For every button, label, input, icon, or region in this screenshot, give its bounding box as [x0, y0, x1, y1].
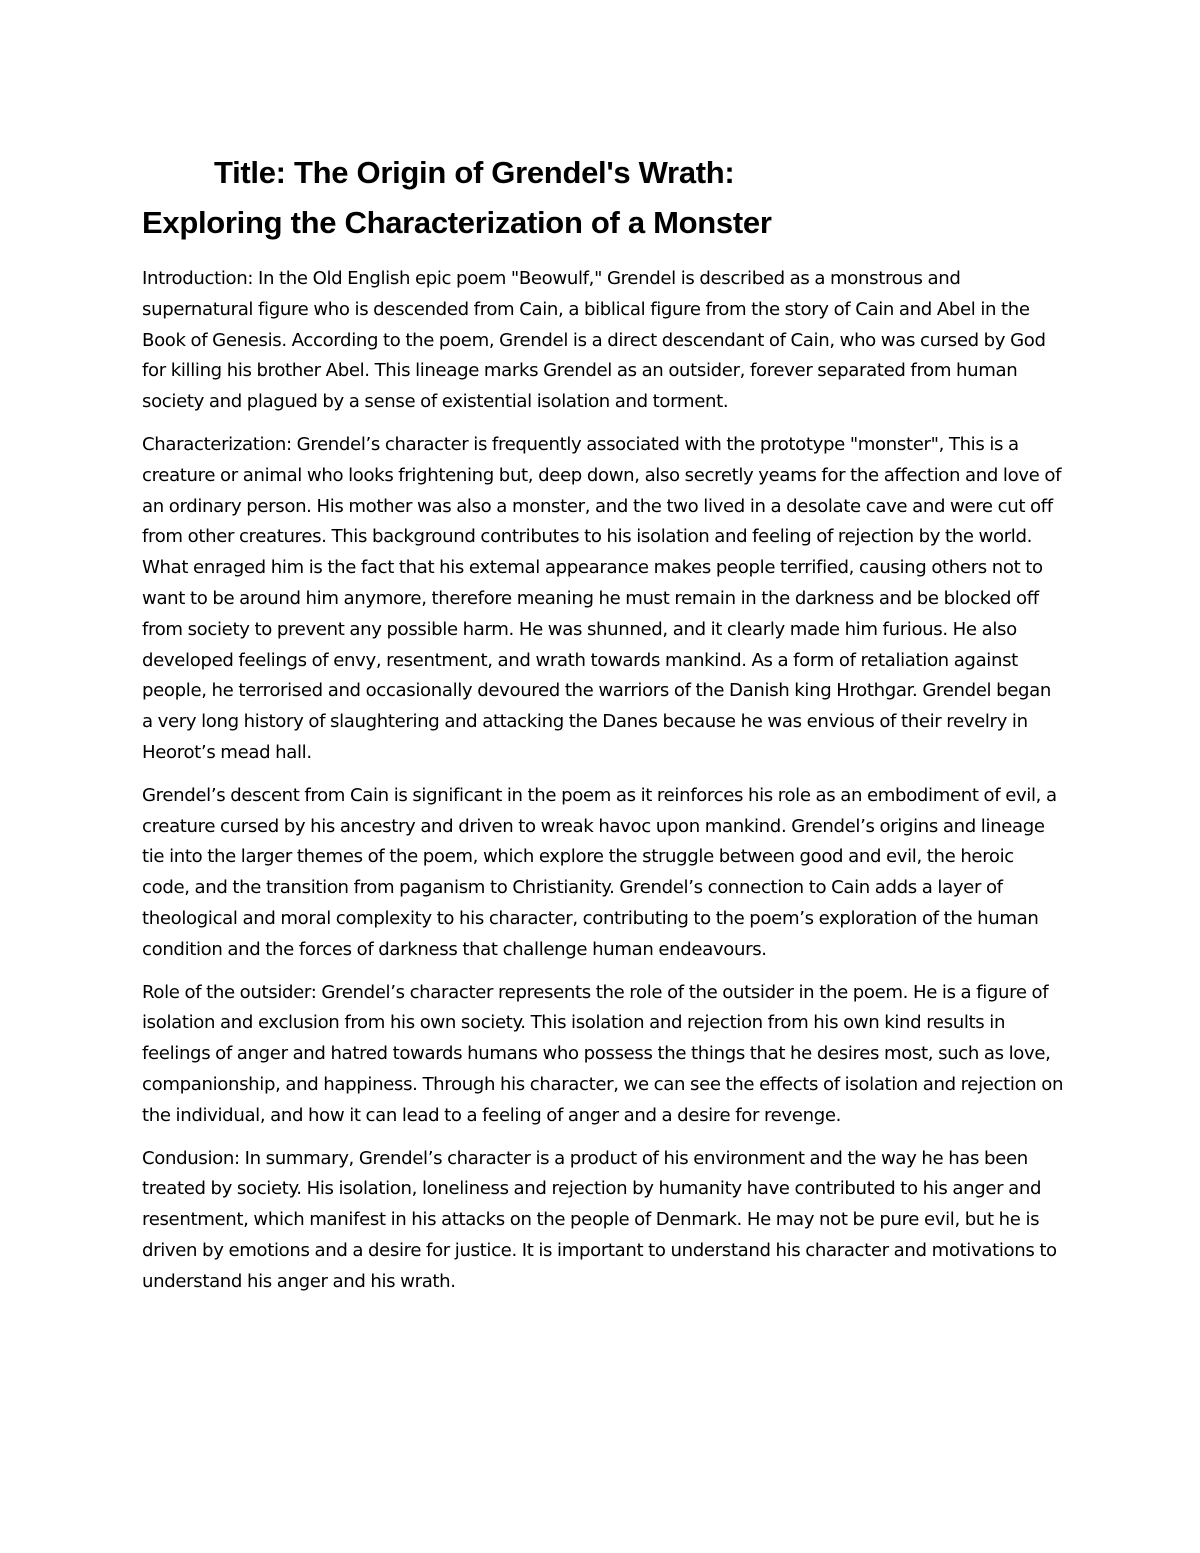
paragraph-descent-from-cain: Grendel’s descent from Cain is significant in the poem as it reinforces his role as an embodiment of evil, a creature cursed by his ancestry and driven to wreak havoc upon mankind. Grendel’s origins and lineage tie into the larger themes of the poem, which explore the struggle between good and evil, the heroic code, and the transition from paganism to Christianity. Grendel’s connection to Cain adds a layer of theological and moral complexity to his character, contributing to the poem’s exploration of the human condition and the forces of darkness that challenge human endeavours.	[142, 784, 1057, 960]
paragraph-introduction: Introduction: In the Old English epic poem "Beowulf," Grendel is described as a monstrous and supernatural figure who is descended from Cain, a biblical figure from the story of Cain and Abel in the Book of Genesis. According to the poem, Grendel is a direct descendant of Cain, who was cursed by God for killing his brother Abel. This lineage marks Grendel as an outsider, forever separated from human society and plagued by a sense of existential isolation and torment.	[142, 268, 1046, 413]
paragraph-characterization: Characterization: Grendel’s character is frequently associated with the prototype "monster", This is a creature or animal who looks frightening but, deep down, also secretly yeams for the affection and love of an ordinary person. His mother was also a monster, and the two lived in a desolate cave and were cut off from other creatures. This background contributes to his isolation and feeling of rejection by the world. What enraged him is the fact that his extemal appearance makes people terrified, causing others not to want to be around him anymore, therefore meaning he must remain in the darkness and be blocked off from society to prevent any possible harm. He was shunned, and it clearly made him furious. He also developed feelings of envy, resentment, and wrath towards mankind. As a form of retaliation against people, he terrorised and occasionally devoured the warriors of the Danish king Hrothgar. Grendel began a very long history of slaughtering and attacking the Danes because he was envious of their revelry in Heorot’s mead hall.	[142, 433, 1062, 763]
title-line-2: Exploring the Characterization of a Monster	[142, 205, 772, 240]
document-body	[142, 264, 1064, 1310]
title-line-1: Title: The Origin of Grendel's Wrath:	[214, 155, 735, 190]
paragraph-conclusion: Condusion: In summary, Grendel’s character is a product of his environment and the way he has been treated by society. His isolation, loneliness and rejection by humanity have contributed to his anger and resentment, which manifest in his attacks on the people of Denmark. He may not be pure evil, but he is driven by emotions and a desire for justice. It is important to understand his character and motivations to understand his anger and his wrath.	[142, 1147, 1057, 1292]
paragraph-role-of-outsider: Role of the outsider: Grendel’s character represents the role of the outsider in the poem. He is a figure of isolation and exclusion from his own society. This isolation and rejection from his own kind results in feelings of anger and hatred towards humans who possess the things that he desires most, such as love, companionship, and happiness. Through his character, we can see the effects of isolation and rejection on the individual, and how it can lead to a feeling of anger and a desire for revenge.	[142, 981, 1064, 1126]
document-title	[142, 148, 1062, 248]
